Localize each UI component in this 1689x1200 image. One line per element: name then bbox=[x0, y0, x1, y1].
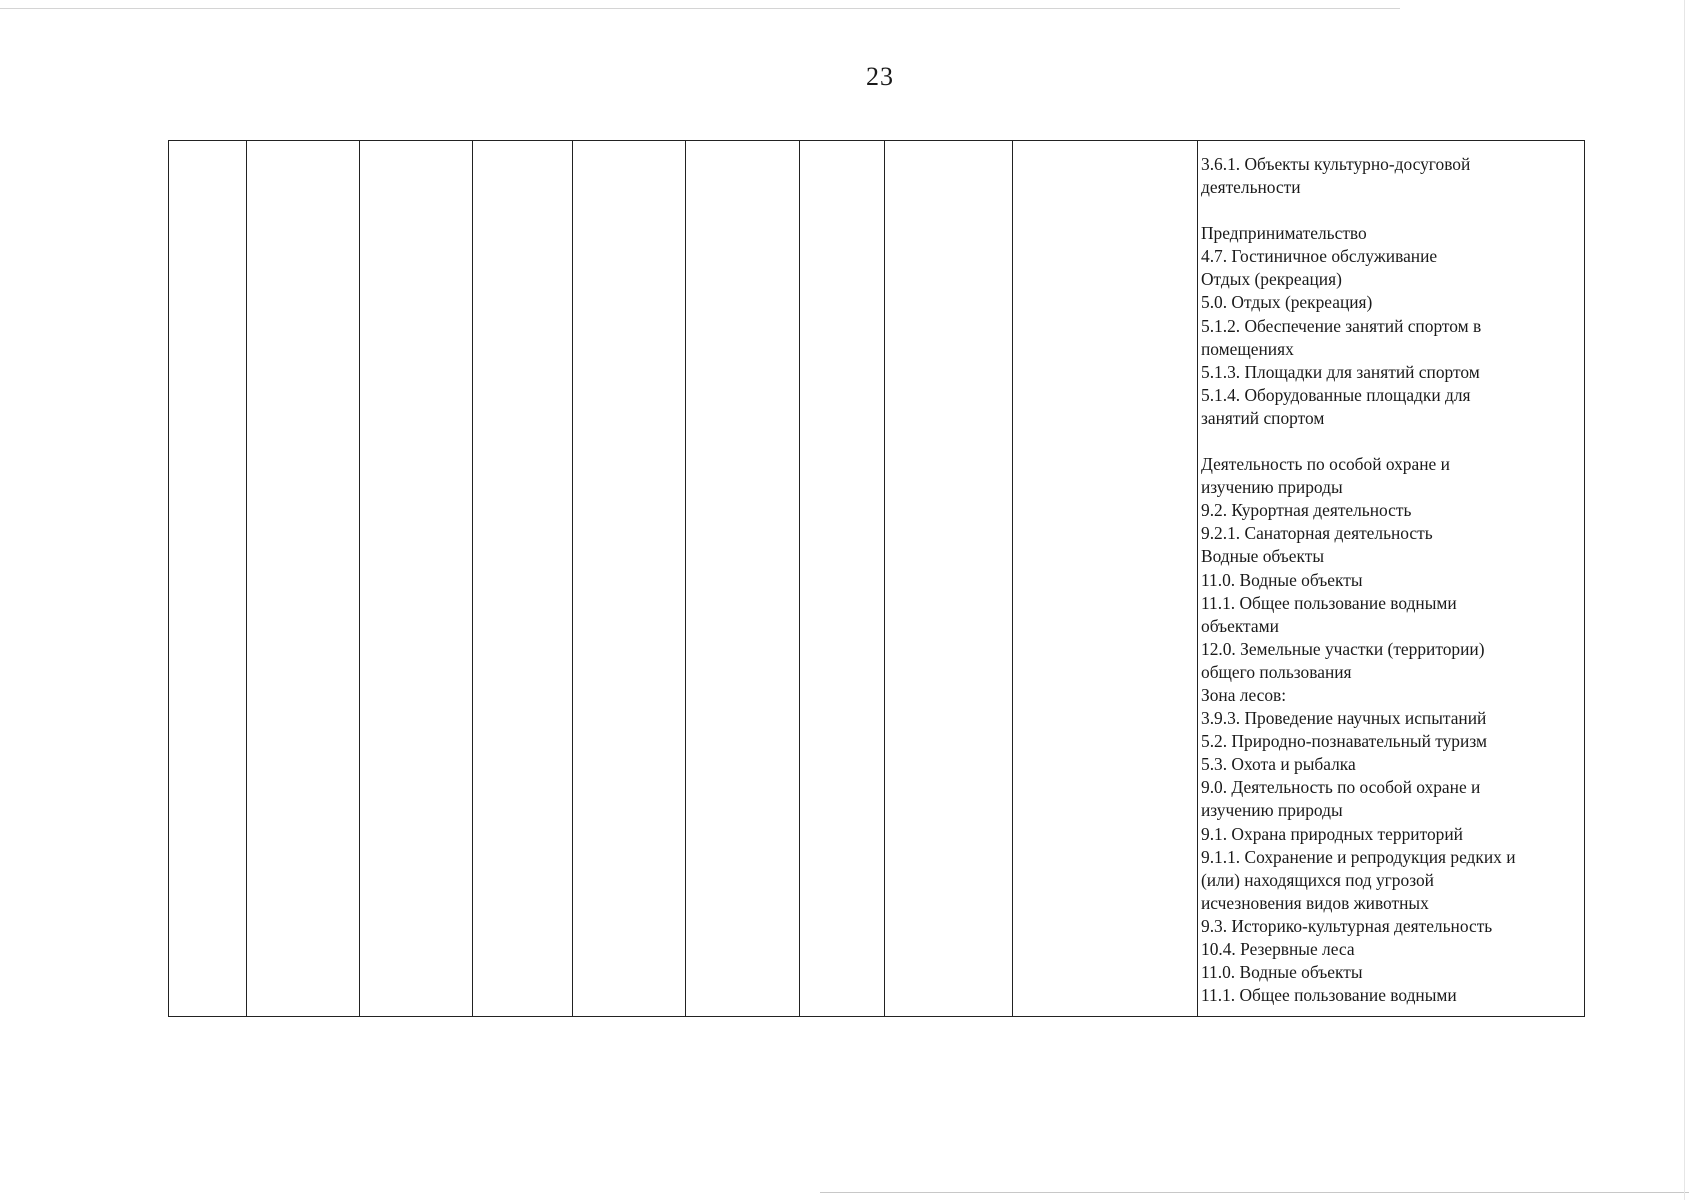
land-use-item: 9.1.1. Сохранение и репродукция редких и bbox=[1201, 846, 1516, 867]
table-cell-col-2 bbox=[247, 141, 360, 1017]
land-use-item: 3.6.1. Объекты культурно-досуговой bbox=[1201, 154, 1471, 174]
table-cell-col-8 bbox=[885, 141, 1013, 1017]
land-use-item: 11.1. Общее пользование водными bbox=[1201, 985, 1457, 1006]
table-cell-col-1 bbox=[169, 141, 247, 1017]
land-use-item: (или) находящихся под угрозой bbox=[1201, 869, 1434, 890]
land-use-item: 9.1. Охрана природных территорий bbox=[1201, 823, 1463, 844]
table-cell-col-4 bbox=[473, 141, 573, 1017]
land-use-item: 10.4. Резервные леса bbox=[1201, 939, 1355, 959]
table-cell-col-7 bbox=[800, 141, 885, 1017]
land-use-item: 5.1.2. Обеспечение занятий спортом в bbox=[1201, 315, 1482, 336]
land-use-item: деятельности bbox=[1201, 177, 1301, 198]
land-use-item: 5.0. Отдых (рекреация) bbox=[1201, 292, 1373, 313]
land-use-item: 9.2. Курортная деятельность bbox=[1201, 500, 1412, 521]
scan-edge-top bbox=[0, 8, 1400, 9]
land-use-item: 5.3. Охота и рыбалка bbox=[1201, 754, 1356, 775]
table-cell-col-6 bbox=[686, 141, 800, 1017]
land-use-item: изучению природы bbox=[1201, 800, 1343, 821]
land-use-item: 9.2.1. Санаторная деятельность bbox=[1201, 523, 1433, 544]
land-use-item: Предпринимательство bbox=[1201, 223, 1367, 244]
land-use-item: общего пользования bbox=[1201, 661, 1352, 682]
land-use-list-cell bbox=[1198, 141, 1585, 1017]
scan-edge-right bbox=[1684, 0, 1685, 1200]
land-use-item: объектами bbox=[1201, 615, 1279, 636]
land-use-item: 11.0. Водные объекты bbox=[1201, 569, 1363, 590]
land-use-item: 3.9.3. Проведение научных испытаний bbox=[1201, 708, 1487, 729]
page-number: 23 bbox=[866, 62, 894, 91]
land-use-item: 11.1. Общее пользование водными bbox=[1201, 592, 1457, 613]
land-use-item: 11.0. Водные объекты bbox=[1201, 962, 1363, 983]
table-cell-col-3 bbox=[360, 141, 473, 1017]
land-use-item: Водные объекты bbox=[1201, 546, 1325, 567]
land-use-item: 5.1.4. Оборудованные площадки для bbox=[1201, 384, 1471, 405]
land-use-item: 5.2. Природно-познавательный туризм bbox=[1201, 731, 1487, 752]
land-use-list bbox=[1201, 153, 1578, 1007]
land-use-item: занятий спортом bbox=[1201, 407, 1325, 428]
blank-line bbox=[1201, 199, 1578, 222]
table-cell-col-9 bbox=[1013, 141, 1198, 1017]
land-use-item: Отдых (рекреация) bbox=[1201, 269, 1342, 290]
table-row bbox=[169, 141, 1585, 1017]
land-use-item: помещениях bbox=[1201, 338, 1294, 359]
table-cell-col-5 bbox=[573, 141, 686, 1017]
land-use-item: исчезновения видов животных bbox=[1201, 892, 1429, 913]
land-use-item: 5.1.3. Площадки для занятий спортом bbox=[1201, 361, 1480, 382]
land-use-item: Зона лесов: bbox=[1201, 684, 1287, 705]
land-use-item: 4.7. Гостиничное обслуживание bbox=[1201, 246, 1438, 267]
land-use-item: Деятельность по особой охране и bbox=[1201, 454, 1450, 475]
land-use-item: 9.3. Историко-культурная деятельность bbox=[1201, 915, 1493, 936]
land-use-item: изучению природы bbox=[1201, 477, 1343, 498]
blank-line bbox=[1201, 430, 1578, 453]
land-use-table bbox=[168, 140, 1585, 1017]
land-use-item: 12.0. Земельные участки (территории) bbox=[1201, 638, 1485, 659]
scan-edge-bottom bbox=[820, 1192, 1689, 1193]
land-use-item: 9.0. Деятельность по особой охране и bbox=[1201, 777, 1481, 798]
